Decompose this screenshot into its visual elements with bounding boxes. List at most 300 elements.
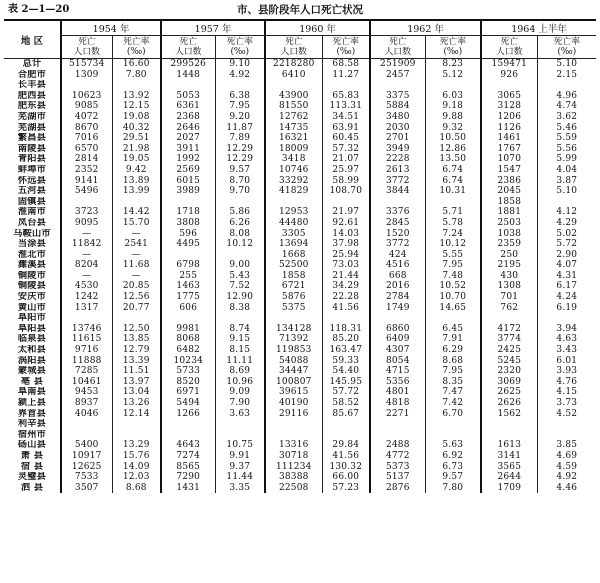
death-rate-cell: 13.39 [112,356,161,367]
death-rate-cell: 85.67 [322,409,370,420]
deaths-count-cell [370,313,425,324]
death-rate-cell: 10.52 [425,281,481,292]
deaths-count-cell: 6971 [161,387,215,398]
death-rate-cell: 9.88 [425,112,481,123]
deaths-count-cell: 14735 [265,123,322,134]
year-header-1954: 1954 年 [61,20,161,36]
deaths-count-cell: 4072 [61,112,112,123]
deaths-header-line1: 死亡 [500,37,519,47]
deaths-count-cell [265,430,322,441]
death-rate-cell: 15.76 [112,451,161,462]
deaths-count-cell: 5494 [161,398,215,409]
deaths-count-cell: 430 [481,271,537,282]
deaths-count-cell [161,430,215,441]
deaths-count-cell: 33292 [265,176,322,187]
deaths-count-cell: 9716 [61,345,112,356]
death-rate-cell [112,419,161,430]
deaths-count-cell: 2386 [481,176,537,187]
death-rate-cell: 7.47 [425,387,481,398]
table-row [4,334,596,345]
deaths-count-cell: 3128 [481,101,537,112]
death-rate-cell: 113.31 [322,101,370,112]
sub-header-row [4,36,596,59]
deaths-count-cell: 134128 [265,324,322,335]
deaths-count-cell: 3844 [370,186,425,197]
death-rate-cell: 57.32 [322,144,370,155]
table-row [4,154,596,165]
death-rate-cell: 9.70 [215,186,265,197]
death-rate-cell: 29.84 [322,440,370,451]
death-rate-cell: — [112,250,161,261]
death-rate-cell: 8.68 [112,483,161,494]
deaths-count-cell: 1858 [481,197,537,208]
region-name: 青阳县 [17,154,47,165]
deaths-count-cell: 9095 [61,218,112,229]
deaths-count-cell: 4495 [161,239,215,250]
death-rate-cell: 66.00 [322,472,370,483]
deaths-header-line1: 死亡 [77,37,96,47]
death-rate-cell [112,80,161,91]
death-rate-cell: 5.02 [537,229,596,240]
deaths-count-cell: 2030 [370,123,425,134]
death-rate-cell: 3.63 [215,409,265,420]
death-rate-cell: 10.75 [215,440,265,451]
death-rate-cell [112,197,161,208]
deaths-count-cell: 18009 [265,144,322,155]
deaths-count-cell: 3376 [370,207,425,218]
deaths-count-cell: 71392 [265,334,322,345]
deaths-count-cell: 2359 [481,239,537,250]
deaths-count-cell: 2613 [370,165,425,176]
death-rate-cell: 8.23 [425,59,481,70]
deaths-count-cell: 3949 [370,144,425,155]
death-rate-cell: 7.95 [425,260,481,271]
deaths-count-cell [481,80,537,91]
death-rate-cell: 10.12 [215,239,265,250]
deaths-count-cell: 2457 [370,70,425,81]
deaths-header-line2: 人口数 [384,47,411,57]
deaths-count-cell: 3723 [61,207,112,218]
deaths-count-cell [161,419,215,430]
deaths-count-cell: 4307 [370,345,425,356]
death-rate-cell: 5.63 [425,440,481,451]
deaths-count-cell: 5876 [265,292,322,303]
table-row [4,313,596,324]
deaths-count-cell: 100807 [265,377,322,388]
deaths-count-cell: 6860 [370,324,425,335]
deaths-count-cell: 3305 [265,229,322,240]
deaths-count-cell: 1448 [161,70,215,81]
deaths-count-cell: 5733 [161,366,215,377]
deaths-count-cell: 3141 [481,451,537,462]
table-row [4,387,596,398]
deaths-count-cell [61,80,112,91]
death-rate-cell [537,197,596,208]
death-rate-cell: 7.90 [215,398,265,409]
death-rate-cell: 57.23 [322,483,370,494]
region-name: 黄山市 [17,302,47,313]
death-rate-cell [215,430,265,441]
death-rate-cell: 11.87 [215,123,265,134]
death-rate-cell: 14.03 [322,229,370,240]
deaths-count-cell [481,419,537,430]
table-title: 市、县阶段年人口死亡状况 [237,4,363,16]
deaths-count-cell [61,197,112,208]
death-rate-cell: 4.96 [537,91,596,102]
death-rate-cell: 13.50 [425,154,481,165]
death-rate-cell: 22.28 [322,292,370,303]
death-rate-cell: 11.44 [215,472,265,483]
deaths-count-cell: 8068 [161,334,215,345]
death-rate-cell: 9.37 [215,462,265,473]
death-rate-cell: 7.42 [425,398,481,409]
region-name: 濉溪县 [17,260,47,271]
rate-header-line1: 死亡率 [123,37,150,47]
death-rate-cell [425,313,481,324]
rate-header-line2: (‰) [126,47,146,57]
death-rate-cell: 12.50 [112,324,161,335]
death-rate-cell: 13.97 [112,377,161,388]
death-rate-cell: 8.08 [215,229,265,240]
region-name: 铜陵市 [17,270,47,281]
deaths-count-cell: 2352 [61,165,112,176]
region-name: 南陵县 [17,143,47,154]
death-rate-cell: 9.00 [215,260,265,271]
deaths-count-cell: 2644 [481,472,537,483]
deaths-count-cell [61,430,112,441]
death-rate-cell: 14.42 [112,207,161,218]
deaths-count-cell: 4046 [61,409,112,420]
deaths-count-cell: 251909 [370,59,425,70]
death-rate-cell: 7.52 [215,281,265,292]
table-row [4,483,596,494]
death-rate-cell: 5.59 [537,133,596,144]
deaths-count-cell: 39615 [265,387,322,398]
deaths-count-cell: 6361 [161,101,215,112]
deaths-count-cell: 11888 [61,356,112,367]
death-rate-cell: 4.12 [537,207,596,218]
table-row [4,165,596,176]
deaths-count-cell [265,419,322,430]
death-rate-cell: 21.07 [322,154,370,165]
table-row [4,186,596,197]
death-rate-cell: 10.12 [425,239,481,250]
table-body [4,59,596,494]
deaths-count-cell: 1038 [481,229,537,240]
deaths-count-cell: 2503 [481,218,537,229]
table-row [4,281,596,292]
death-rate-cell: 145.95 [322,377,370,388]
deaths-count-cell: 2646 [161,123,215,134]
deaths-count-cell: 5053 [161,91,215,102]
table-row [4,271,596,282]
death-rate-cell: 108.70 [322,186,370,197]
deaths-count-cell: 13746 [61,324,112,335]
table-row [4,197,596,208]
region-name: 蒙城县 [17,366,47,377]
deaths-count-cell: 4801 [370,387,425,398]
table-number: 表 2—1—20 [8,4,70,15]
deaths-count-cell: 1431 [161,483,215,494]
death-rate-cell [215,80,265,91]
region-name: 阜阳县 [17,323,47,334]
region-name: 怀远县 [17,175,47,186]
death-rate-cell: 8.70 [215,176,265,187]
death-rate-cell: 85.20 [322,334,370,345]
death-rate-cell: 9.20 [215,112,265,123]
death-rate-cell: 3.73 [537,398,596,409]
table-row [4,123,596,134]
deaths-count-cell: 8670 [61,123,112,134]
table-row [4,292,596,303]
deaths-count-cell: 1070 [481,154,537,165]
deaths-count-cell: 159471 [481,59,537,70]
death-rate-cell: 41.56 [322,451,370,462]
death-rate-cell: 12.15 [112,101,161,112]
death-rate-cell: 8.74 [215,324,265,335]
deaths-header-line1: 死亡 [179,37,198,47]
deaths-count-cell: 2027 [161,133,215,144]
death-rate-cell: 9.57 [215,165,265,176]
deaths-count-cell: 4715 [370,366,425,377]
death-rate-cell: 29.51 [112,133,161,144]
death-rate-cell: 6.17 [537,281,596,292]
death-rate-cell [322,430,370,441]
death-rate-cell: 3.94 [537,324,596,335]
region-name: 铜陵县 [17,281,47,292]
death-rate-cell: 6.26 [215,218,265,229]
death-rate-cell: 13.29 [112,440,161,451]
deaths-count-cell: 1206 [481,112,537,123]
region-header: 地 区 [4,20,61,59]
table-row [4,398,596,409]
death-rate-cell: 8.69 [215,366,265,377]
deaths-count-cell: 668 [370,271,425,282]
region-name: 当涂县 [17,239,47,250]
deaths-count-cell [265,80,322,91]
death-rate-cell: 16.60 [112,59,161,70]
deaths-count-cell: 2625 [481,387,537,398]
deaths-count-cell: 2218280 [265,59,322,70]
death-rate-header [112,36,161,59]
deaths-count-cell: 9981 [161,324,215,335]
deaths-count-cell: 299526 [161,59,215,70]
region-name: 总计 [22,58,42,69]
death-rate-cell: 9.09 [215,387,265,398]
deaths-count-cell: 10234 [161,356,215,367]
deaths-count-cell: 1992 [161,154,215,165]
deaths-count-cell: 1309 [61,70,112,81]
region-name: 宿 县 [20,461,44,472]
death-rate-cell: 6.70 [425,409,481,420]
death-rate-cell: 4.92 [537,472,596,483]
death-rate-cell: 7.24 [425,229,481,240]
death-rate-cell: 5.71 [425,207,481,218]
deaths-count-cell: 6410 [265,70,322,81]
deaths-count-cell: 7274 [161,451,215,462]
deaths-count-cell [265,313,322,324]
deaths-count-cell [161,313,215,324]
deaths-count-cell: 6482 [161,345,215,356]
table-row [4,70,596,81]
death-rate-cell: 4.04 [537,165,596,176]
table-row [4,356,596,367]
deaths-header-line1: 死亡 [284,37,303,47]
death-rate-header [215,36,265,59]
year-header-1960: 1960 年 [265,20,370,36]
death-rate-cell: 13.89 [112,176,161,187]
death-rate-cell: — [112,271,161,282]
death-rate-cell: 5.72 [537,239,596,250]
region-name: 凤台县 [17,217,47,228]
death-rate-cell: 4.69 [537,451,596,462]
death-rate-cell: 7.48 [425,271,481,282]
deaths-count-cell: 52500 [265,260,322,271]
deaths-count-cell: 11615 [61,334,112,345]
region-name: 泗 县 [20,482,44,493]
death-rate-cell: 5.86 [215,207,265,218]
deaths-count-cell: 12762 [265,112,322,123]
deaths-count-cell: 3772 [370,176,425,187]
deaths-count-cell: 29116 [265,409,322,420]
deaths-count-cell: 2045 [481,186,537,197]
death-rate-cell [425,419,481,430]
region-name: 阜南县 [17,387,47,398]
deaths-count-cell: 1242 [61,292,112,303]
region-name: 繁昌县 [17,133,47,144]
table-row [4,419,596,430]
deaths-count-cell: 762 [481,303,537,314]
region-name: 太和县 [17,345,47,356]
death-rate-cell: 2.90 [537,250,596,261]
death-rate-cell: 12.90 [215,292,265,303]
death-rate-cell: 58.52 [322,398,370,409]
table-row [4,239,596,250]
region-name: 蚌埠市 [17,164,47,175]
year-header-1957: 1957 年 [161,20,265,36]
deaths-count-cell [161,197,215,208]
deaths-count-cell: 1126 [481,123,537,134]
death-rate-cell: 21.97 [322,207,370,218]
deaths-count-cell: 2876 [370,483,425,494]
deaths-count-cell: 4772 [370,451,425,462]
table-row [4,133,596,144]
region-name: 临泉县 [17,334,47,345]
region-name: 砀山县 [17,440,47,451]
deaths-count-cell: 1308 [481,281,537,292]
death-rate-cell: 4.29 [537,218,596,229]
deaths-count-cell: 1709 [481,483,537,494]
death-rate-cell: 10.31 [425,186,481,197]
region-name: 安庆市 [17,292,47,303]
deaths-count-cell [370,80,425,91]
table-row [4,462,596,473]
death-rate-cell: 3.87 [537,176,596,187]
deaths-count-cell [481,313,537,324]
region-name: 阜阳市 [17,313,47,324]
deaths-count-cell: 3069 [481,377,537,388]
deaths-count-cell: 12625 [61,462,112,473]
death-rate-cell: 3.85 [537,440,596,451]
death-rate-cell: 12.29 [215,144,265,155]
deaths-count-cell: 38388 [265,472,322,483]
region-name: 肥西县 [17,90,47,101]
death-rate-cell: 21.44 [322,271,370,282]
death-rate-cell: 14.65 [425,303,481,314]
deaths-count-cell: 9141 [61,176,112,187]
deaths-count-cell: 13316 [265,440,322,451]
death-rate-cell: 6.74 [425,165,481,176]
region-name: 芜湖县 [17,122,47,133]
death-rate-cell: 12.14 [112,409,161,420]
deaths-count-cell: 1881 [481,207,537,218]
death-rate-cell: 13.26 [112,398,161,409]
death-rate-cell: 2.15 [537,70,596,81]
death-rate-cell: 5.56 [537,144,596,155]
deaths-count-cell: 701 [481,292,537,303]
deaths-count-cell: 3808 [161,218,215,229]
deaths-count-cell: 5373 [370,462,425,473]
deaths-count-cell: 2271 [370,409,425,420]
deaths-count-cell: 12953 [265,207,322,218]
death-rate-cell [215,197,265,208]
death-rate-cell: 4.92 [215,70,265,81]
deaths-count-cell: 40190 [265,398,322,409]
death-rate-cell: 8.38 [215,303,265,314]
mortality-table [4,19,596,493]
deaths-count-cell: 1668 [265,250,322,261]
death-rate-cell: 65.83 [322,91,370,102]
region-name: 合肥市 [17,69,47,80]
death-rate-cell: 4.63 [537,334,596,345]
deaths-count-cell: 7533 [61,472,112,483]
death-rate-cell [322,80,370,91]
table-row [4,229,596,240]
death-rate-cell: 34.51 [322,112,370,123]
deaths-count-cell: 11842 [61,239,112,250]
year-header-1964h1: 1964 上半年 [481,20,596,36]
deaths-count-cell: 3418 [265,154,322,165]
death-rate-cell: 5.43 [215,271,265,282]
death-rate-cell: 5.10 [537,186,596,197]
table-row [4,144,596,155]
table-row [4,409,596,420]
death-rate-cell: 11.51 [112,366,161,377]
death-rate-cell: 12.56 [112,292,161,303]
death-rate-cell: 7.89 [215,133,265,144]
deaths-count-cell: 1767 [481,144,537,155]
death-rate-cell: 25.94 [322,250,370,261]
death-rate-cell: 6.03 [425,91,481,102]
death-rate-cell: 12.86 [425,144,481,155]
death-rate-cell: 12.03 [112,472,161,483]
rate-header-line2: (‰) [230,47,250,57]
death-rate-cell: 4.46 [537,483,596,494]
deaths-count-header [161,36,215,59]
table-row [4,366,596,377]
deaths-count-cell [61,313,112,324]
deaths-count-cell: 3989 [161,186,215,197]
region-name: 五河县 [17,186,47,197]
table-row [4,345,596,356]
deaths-count-cell: 2425 [481,345,537,356]
deaths-count-cell: 3065 [481,91,537,102]
death-rate-header [425,36,481,59]
region-name: 颍上县 [17,398,47,408]
deaths-count-cell: 255 [161,271,215,282]
region-name: 亳 县 [20,376,44,387]
death-rate-cell: 2541 [112,239,161,250]
